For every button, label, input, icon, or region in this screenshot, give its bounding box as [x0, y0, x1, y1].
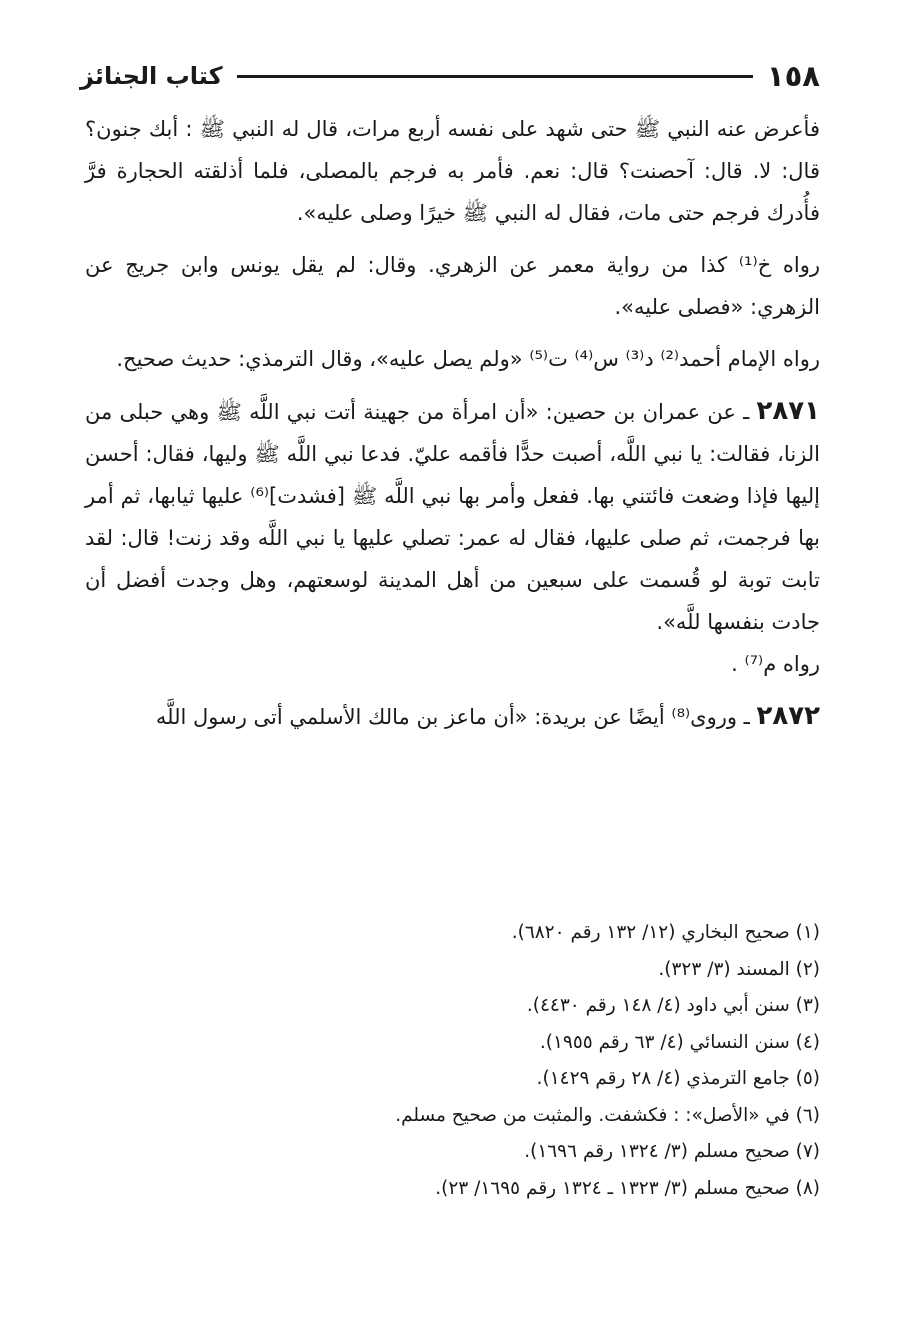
hadith-text: ـ وروى⁽⁸⁾ أيضًا عن بريدة: «أن ماعز بن مالك الأسلمي أتى رسول اللَّه [155, 705, 757, 729]
footnote-8: (٨) صحيح مسلم (٣/ ١٣٢٣ ـ ١٣٢٤ رقم ١٦٩٥/ ٢٣). [435, 1177, 820, 1199]
footnote-1: (١) صحيح البخاري (١٢/ ١٣٢ رقم ٦٨٢٠). [511, 922, 820, 943]
paragraph-5: رواه م⁽⁷⁾ . [731, 652, 820, 676]
hadith-2871 [85, 390, 820, 643]
footnote-7: (٧) صحيح مسلم (٣/ ١٣٢٤ رقم ١٦٩٦). [524, 1141, 820, 1162]
footnote-4: (٤) سنن النسائي (٤/ ٦٣ رقم ١٩٥٥). [539, 1031, 820, 1053]
main-text [85, 108, 820, 738]
header-rule [237, 75, 753, 78]
footnotes [85, 915, 820, 1207]
book-title: كتاب الجنائز [80, 62, 223, 90]
hadith-number: ٢٨٧١ [756, 396, 820, 426]
page-number: ١٥٨ [766, 59, 820, 93]
hadith-text: ـ عن عمران بن حصين: «أن امرأة من جهينة أتت نبي اللَّه ﷺ وهي حبلى من الزنا، فقالت: يا نبي اللَّه، أصبت حدًّا فأقمه عليّ. فدعا نبي اللَّه ﷺ وليها، فقال: أحسن إليها فإذا وضعت فائتني بها. ففعل وأمر بها نبي اللَّه ﷺ [فشدت]⁽⁶⁾ عليها ثيابها، ثم أمر بها فرجمت، ثم صلى عليها، فقال له عمر: تصلي عليها يا نبي اللَّه وقد زنت! قال: لقد تابت توبة لو قُسمت على سبعين من أهل المدينة لوسعتهم، وهل وجدت أفضل أن جادت بنفسها للَّه». [85, 400, 820, 634]
paragraph-2: رواه خ⁽¹⁾ كذا من رواية معمر عن الزهري. وقال: لم يقل يونس وابن جريج عن الزهري: «فصلى عليه». [85, 253, 820, 319]
paragraph-1: فأعرض عنه النبي ﷺ حتى شهد على نفسه أربع مرات، قال له النبي ﷺ : أبك جنون؟ قال: لا. قال: آحصنت؟ قال: نعم. فأمر به فرجم بالمصلى، فلما أذلقته الحجارة فرَّ فأُدرك فرجم حتى مات، فقال له النبي ﷺ خيرًا وصلى عليه». [85, 117, 820, 225]
footnote-5: (٥) جامع الترمذي (٤/ ٢٨ رقم ١٤٢٩). [536, 1068, 820, 1089]
paragraph-3: رواه الإمام أحمد⁽²⁾ د⁽³⁾ س⁽⁴⁾ ت⁽⁵⁾ «ولم يصل عليه»، وقال الترمذي: حديث صحيح. [116, 347, 820, 371]
hadith-2872 [85, 695, 820, 738]
footnote-6: (٦) في «الأصل»: : فكشفت. والمثبت من صحيح مسلم. [395, 1104, 820, 1126]
page-header [80, 58, 820, 94]
hadith-number: ٢٨٧٢ [756, 701, 820, 731]
footnote-3: (٣) سنن أبي داود (٤/ ١٤٨ رقم ٤٤٣٠). [526, 995, 820, 1016]
footnote-2: (٢) المسند (٣/ ٣٢٣). [658, 958, 820, 980]
